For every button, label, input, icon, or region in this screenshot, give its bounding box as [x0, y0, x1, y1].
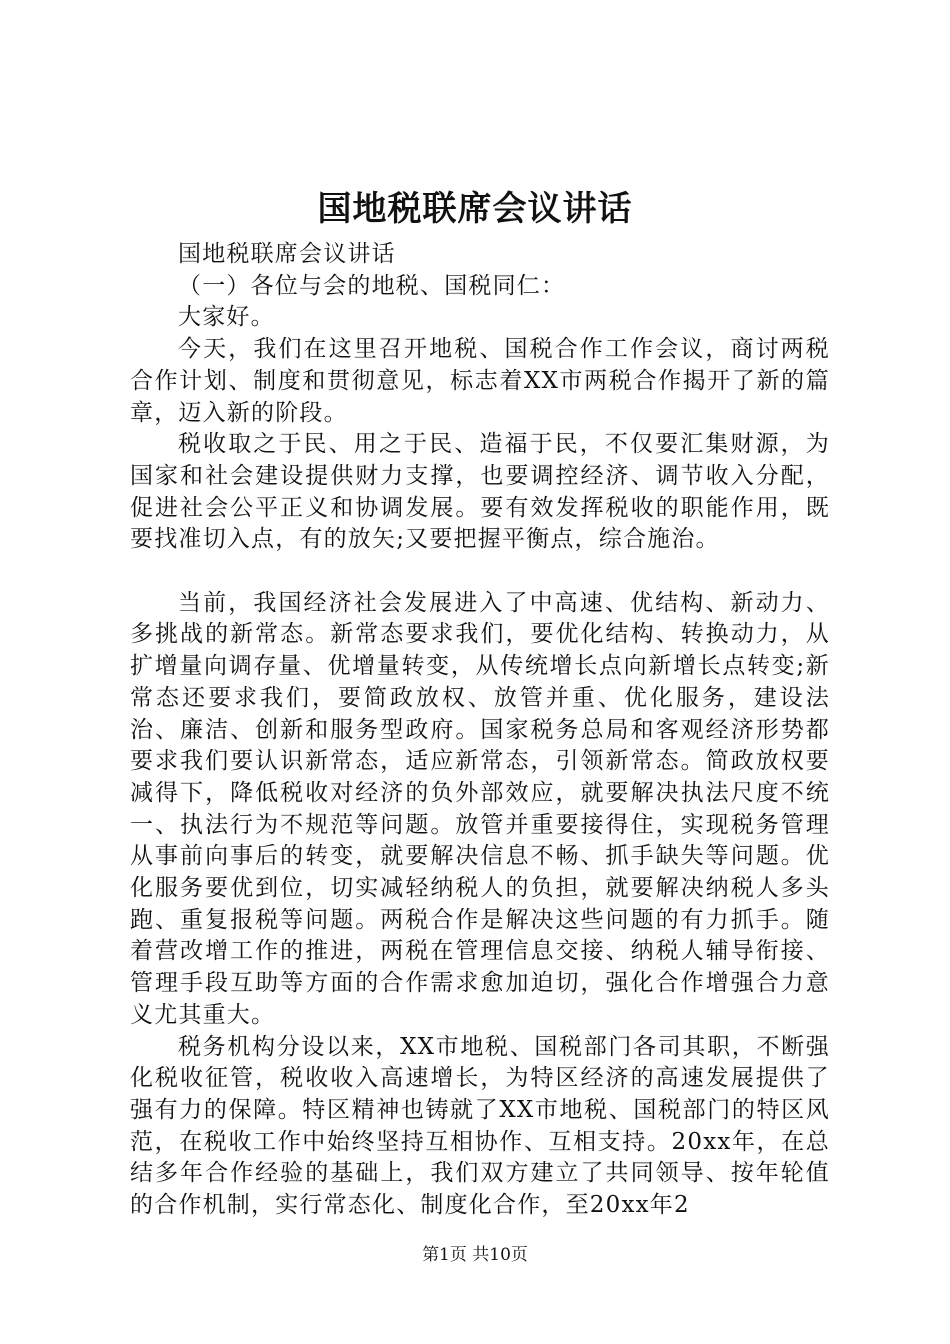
paragraph: 今天，我们在这里召开地税、国税合作工作会议，商讨两税合作计划、制度和贯彻意见，标志着XX市两税合作揭开了新的篇章，迈入新的阶段。 [130, 336, 830, 426]
paragraph: 税收取之于民、用之于民、造福于民，不仅要汇集财源，为国家和社会建设提供财力支撑，也要调控经济、调节收入分配，促进社会公平正义和协调发展。要有效发挥税收的职能作用，既要找准切入点，有的放矢;又要把握平衡点，综合施治。 [130, 431, 830, 553]
paragraph-heading: 国地税联席会议讲话 [178, 241, 396, 267]
paragraph: 当前，我国经济社会发展进入了中高速、优结构、新动力、多挑战的新常态。新常态要求我们，要优化结构、转换动力，从扩增量向调存量、优增量转变，从传统增长点向新增长点转变;新常态还要求我们，要简政放权、放管并重、优化服务，建设法治、廉洁、创新和服务型政府。国家税务总局和客观经济形势都要求我们要认识新常态，适应新常态，引领新常态。简政放权要减得下，降低税收对经济的负外部效应，就要解决执法尺度不统一、执法行为不规范等问题。放管并重要接得住，实现税务管理从事前向事后的转变，就要解决信息不畅、抓手缺失等问题。优化服务要优到位，切实减轻纳税人的负担，就要解决纳税人多头跑、重复报税等问题。两税合作是解决这些问题的有力抓手。随着营改增工作的推进，两税在管理信息交接、纳税人辅导衔接、管理手段互助等方面的合作需求愈加迫切，强化合作增强合力意义尤其重大。 [130, 589, 830, 1028]
paragraph: 税务机构分设以来，XX市地税、国税部门各司其职，不断强化税收征管，税收收入高速增长，为特区经济的高速发展提供了强有力的保障。特区精神也铸就了XX市地税、国税部门的特区风范，在税收工作中始终坚持互相协作、互相支持。20xx年，在总结多年合作经验的基础上，我们双方建立了共同领导、按年轮值的合作机制，实行常态化、制度化合作，至20xx年2 [130, 1033, 830, 1219]
document-body [130, 239, 830, 1222]
page-number-footer: 第1页 共10页 [422, 1245, 528, 1265]
paragraph-greeting: 大家好。 [178, 304, 275, 331]
document-title: 国地税联席会议讲话 [317, 189, 633, 229]
paragraph-salutation: （一）各位与会的地税、国税同仁： [178, 272, 566, 299]
